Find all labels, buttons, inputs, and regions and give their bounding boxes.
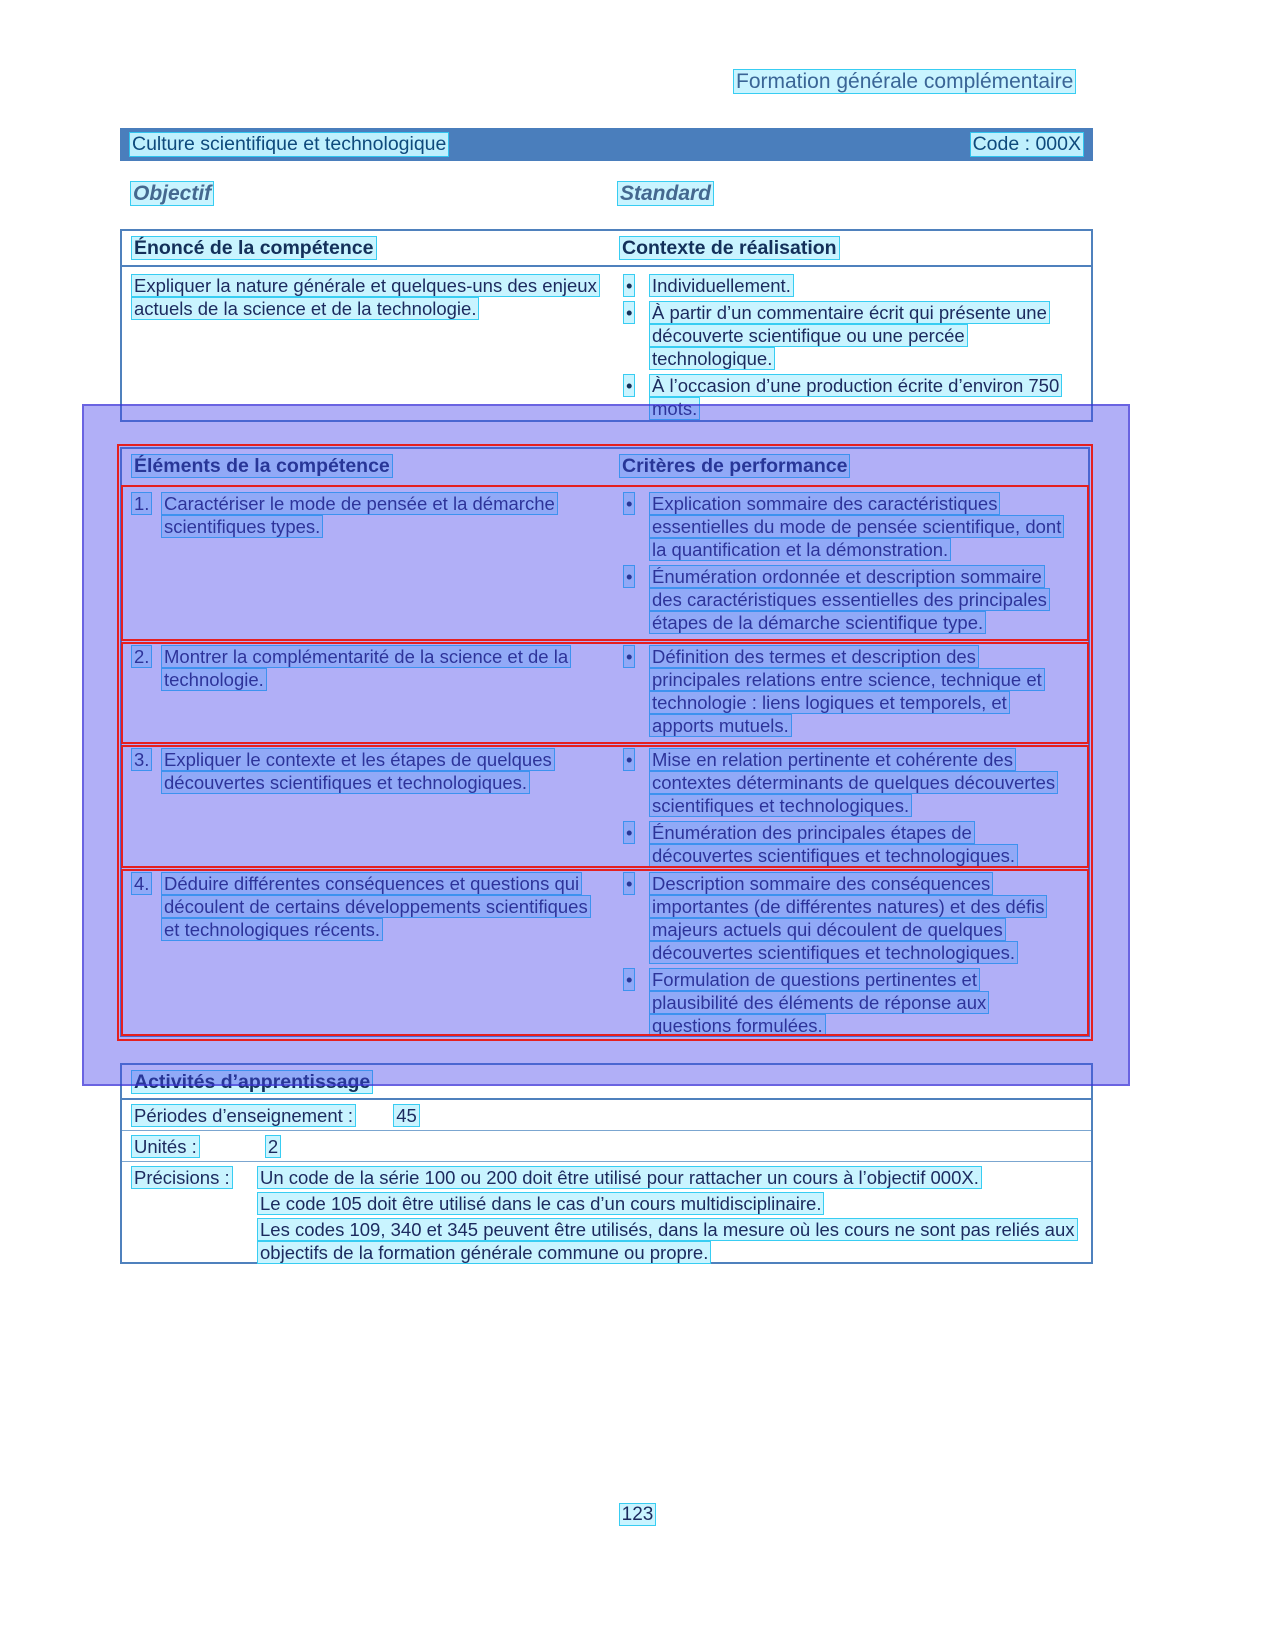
contexte-item-text: À l’occasion d’une production écrite d’environ 750 mots. bbox=[649, 374, 1062, 420]
title-bar bbox=[120, 128, 1093, 161]
periodes-label: Périodes d’enseignement : bbox=[131, 1104, 356, 1127]
critere-text: Formulation de questions pertinentes et plausibilité des éléments de réponse aux questions formulées. bbox=[649, 968, 989, 1035]
critere-text: Énumération des principales étapes de découvertes scientifiques et technologiques. bbox=[649, 821, 1018, 867]
element-text: Expliquer le contexte et les étapes de quelques découvertes scientifiques et technologiques. bbox=[161, 748, 555, 794]
bullet-icon: • bbox=[619, 821, 649, 867]
bullet-icon: • bbox=[619, 565, 649, 634]
criteres-header: Critères de performance bbox=[619, 454, 850, 478]
bullet-icon: • bbox=[619, 872, 649, 964]
running-header-text: Formation générale complémentaire bbox=[733, 69, 1076, 94]
list-item bbox=[619, 645, 1065, 737]
activites-header-row bbox=[122, 1065, 1091, 1100]
bullet-icon: • bbox=[619, 301, 649, 370]
contexte-item-text: Individuellement. bbox=[649, 274, 794, 297]
list-item bbox=[619, 274, 1068, 297]
element-number: 1. bbox=[131, 492, 157, 638]
critere-text: Description sommaire des conséquences importantes (de différentes natures) et des défis majeurs actuels qui découlent de quelques découvertes scientifiques et technologiques. bbox=[649, 872, 1047, 964]
unites-label: Unités : bbox=[131, 1135, 200, 1158]
activites-table bbox=[120, 1063, 1093, 1264]
element-text: Caractériser le mode de pensée et la démarche scientifiques types. bbox=[161, 492, 558, 538]
critere-text: Explication sommaire des caractéristiques essentielles du mode de pensée scientifique, dont la quantification et la démonstration. bbox=[649, 492, 1064, 561]
enonce-header: Énoncé de la compétence bbox=[131, 236, 377, 260]
element-text: Déduire différentes conséquences et questions qui découlent de certains développements scientifiques et technologiques récents. bbox=[161, 872, 591, 941]
element-text: Montrer la complémentarité de la science et de la technologie. bbox=[161, 645, 571, 691]
critere-text: Définition des termes et description des principales relations entre science, technique et technologie : liens logiques et temporels, et apports mutuels. bbox=[649, 645, 1045, 737]
elements-table bbox=[120, 447, 1090, 1037]
periodes-row bbox=[122, 1100, 1091, 1131]
document-code: Code : 000X bbox=[970, 132, 1084, 157]
enonce-text: Expliquer la nature générale et quelques-uns des enjeux actuels de la science et de la technologie. bbox=[131, 274, 600, 320]
bullet-icon: • bbox=[619, 645, 649, 737]
list-item bbox=[619, 301, 1068, 370]
objectif-heading: Objectif bbox=[130, 181, 214, 206]
list-item bbox=[619, 565, 1065, 634]
list-item bbox=[619, 492, 1065, 561]
page-number: 123 bbox=[0, 1503, 1275, 1526]
contexte-item-text: À partir d’un commentaire écrit qui présente une découverte scientifique ou une percée technologique. bbox=[649, 301, 1050, 370]
activites-heading: Activités d’apprentissage bbox=[131, 1070, 373, 1094]
unites-row bbox=[122, 1131, 1091, 1162]
competence-table-body bbox=[122, 267, 1091, 431]
list-item bbox=[619, 374, 1068, 420]
elements-table-header bbox=[122, 449, 1088, 487]
table-row bbox=[122, 487, 1088, 640]
list-item bbox=[619, 872, 1065, 964]
precision-text: Le code 105 doit être utilisé dans le cas d’un cours multidisciplinaire. bbox=[257, 1192, 824, 1215]
table-row bbox=[122, 867, 1088, 1035]
element-number: 3. bbox=[131, 748, 157, 867]
bullet-icon: • bbox=[619, 374, 649, 420]
periodes-value: 45 bbox=[393, 1104, 420, 1127]
standard-heading: Standard bbox=[617, 181, 714, 206]
precision-text: Un code de la série 100 ou 200 doit être utilisé pour rattacher un cours à l’objectif 000X. bbox=[257, 1166, 982, 1189]
competence-table-header bbox=[122, 231, 1091, 267]
bullet-icon: • bbox=[619, 748, 649, 817]
bullet-icon: • bbox=[619, 492, 649, 561]
critere-text: Énumération ordonnée et description sommaire des caractéristiques essentielles des principales étapes de la démarche scientifique type. bbox=[649, 565, 1050, 634]
contexte-header: Contexte de réalisation bbox=[619, 236, 840, 260]
precisions-row bbox=[122, 1162, 1091, 1270]
critere-text: Mise en relation pertinente et cohérente des contextes déterminants de quelques découvertes scientifiques et technologiques. bbox=[649, 748, 1058, 817]
list-item bbox=[619, 821, 1065, 867]
list-item bbox=[619, 968, 1065, 1035]
element-number: 2. bbox=[131, 645, 157, 741]
table-row bbox=[122, 743, 1088, 867]
running-header bbox=[733, 70, 1076, 93]
list-item bbox=[619, 748, 1065, 817]
bullet-icon: • bbox=[619, 274, 649, 297]
bullet-icon: • bbox=[619, 968, 649, 1035]
objectif-standard-row bbox=[0, 182, 1275, 210]
unites-value: 2 bbox=[265, 1135, 281, 1158]
competence-table bbox=[120, 229, 1093, 422]
element-number: 4. bbox=[131, 872, 157, 1035]
precisions-label: Précisions : bbox=[131, 1166, 233, 1189]
table-row bbox=[122, 640, 1088, 743]
elements-header: Éléments de la compétence bbox=[131, 454, 393, 478]
precision-text: Les codes 109, 340 et 345 peuvent être utilisés, dans la mesure où les cours ne sont pas reliés aux objectifs de la formation générale commune ou propre. bbox=[257, 1218, 1078, 1264]
document-title: Culture scientifique et technologique bbox=[129, 132, 449, 157]
